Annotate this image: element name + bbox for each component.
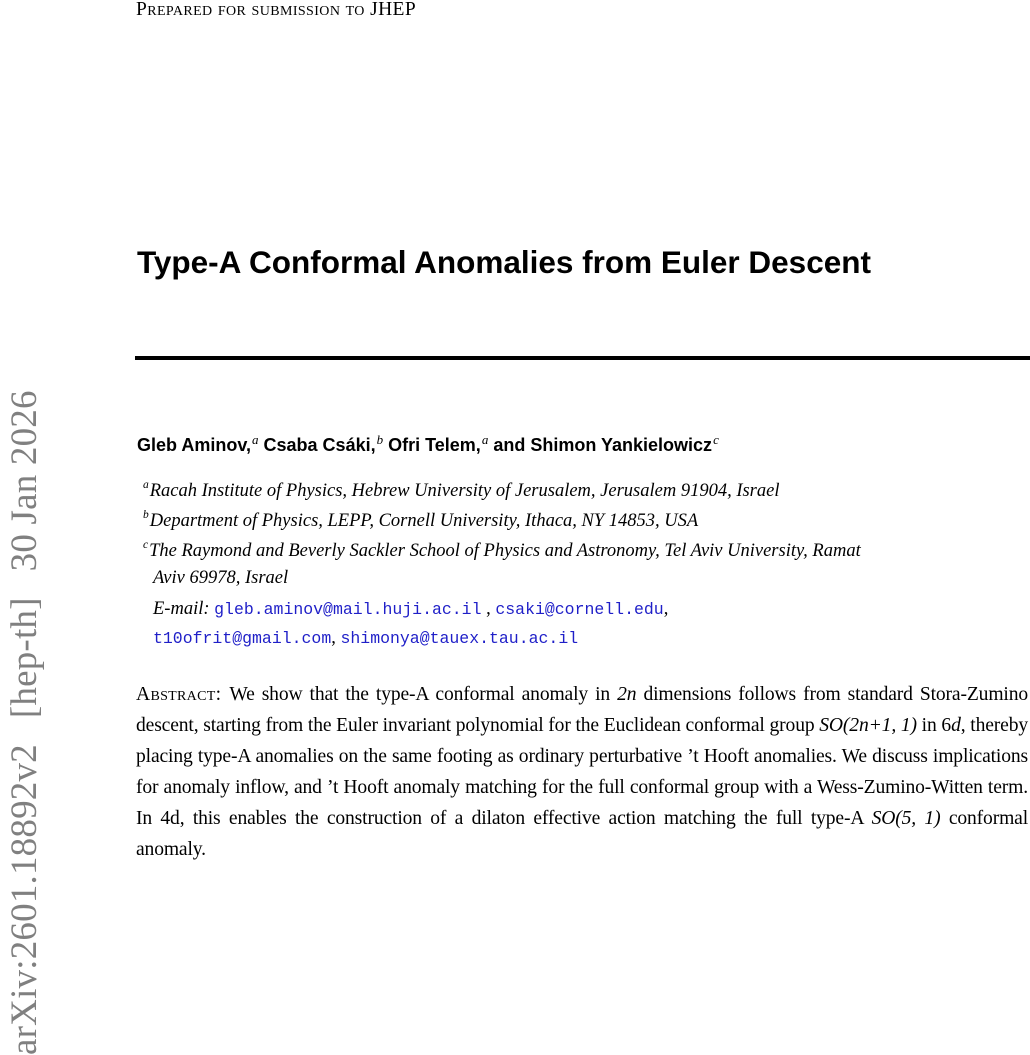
email-block: E-mail: gleb.aminov@mail.huji.ac.il , csaki@cornell.edu, t10ofrit@gmail.com, shimonya@tauex.tau.ac.il: [153, 599, 669, 648]
abstract: Abstract: We show that the type-A conformal anomaly in 2n dimensions follows from standard Stora-Zumino descent, starting from the Euler invariant polynomial for the Euclidean conformal group SO(2n+1, 1) in 6d, thereby placing type-A anomalies on the same footing as ordinary perturbative ’t Hooft anomalies. We discuss implications for anomaly inflow, and ’t Hooft anomaly matching for the full conformal group with a Wess-Zumino-Witten term. In 4d, this enables the construction of a dilaton effective action matching the full type-A SO(5, 1) conformal anomaly.: [136, 684, 1029, 860]
author: Ofri Telem,: [388, 435, 481, 455]
author: Csaba Csáki,: [263, 435, 376, 455]
affiliation-mark: a: [481, 432, 489, 447]
journal-header: Prepared for submission to JHEP: [136, 0, 417, 20]
affiliation-b: $^b$Department of Physics, LEPP, Cornell University, Ithaca, NY 14853, USA: [143, 509, 699, 531]
title-rule: [135, 356, 1030, 360]
arxiv-side-stamp: [2, 0, 48, 1055]
arxiv-date: 30 Jan 2026: [4, 390, 45, 572]
email-link[interactable]: gleb.aminov@mail.huji.ac.il: [214, 600, 482, 619]
author-list: [137, 432, 719, 456]
abstract-label: Abstract:: [136, 684, 222, 705]
affiliation-c: $^c$The Raymond and Beverly Sackler School of Physics and Astronomy, Tel Aviv University, Ramat Aviv 69978, Israel: [143, 539, 861, 588]
email-link[interactable]: shimonya@tauex.tau.ac.il: [340, 629, 579, 648]
author: Gleb Aminov,: [137, 435, 252, 455]
affiliation-mark: a: [252, 432, 259, 447]
email-link[interactable]: csaki@cornell.edu: [495, 600, 664, 619]
arxiv-id: arXiv:2601.18892v2: [4, 744, 45, 1055]
author: and Shimon Yankielowicz: [493, 435, 713, 455]
affiliations: [143, 472, 1030, 588]
affiliation-mark: c: [713, 432, 719, 447]
paper-title: Type-A Conformal Anomalies from Euler Descent: [137, 244, 871, 280]
affiliation-a: $^a$Racah Institute of Physics, Hebrew University of Jerusalem, Jerusalem 91904, Israel: [143, 479, 780, 501]
affiliation-mark: b: [376, 432, 384, 447]
email-label: E-mail:: [153, 599, 210, 619]
email-link[interactable]: t10ofrit@gmail.com: [153, 629, 332, 648]
arxiv-category: [hep-th]: [4, 597, 45, 719]
